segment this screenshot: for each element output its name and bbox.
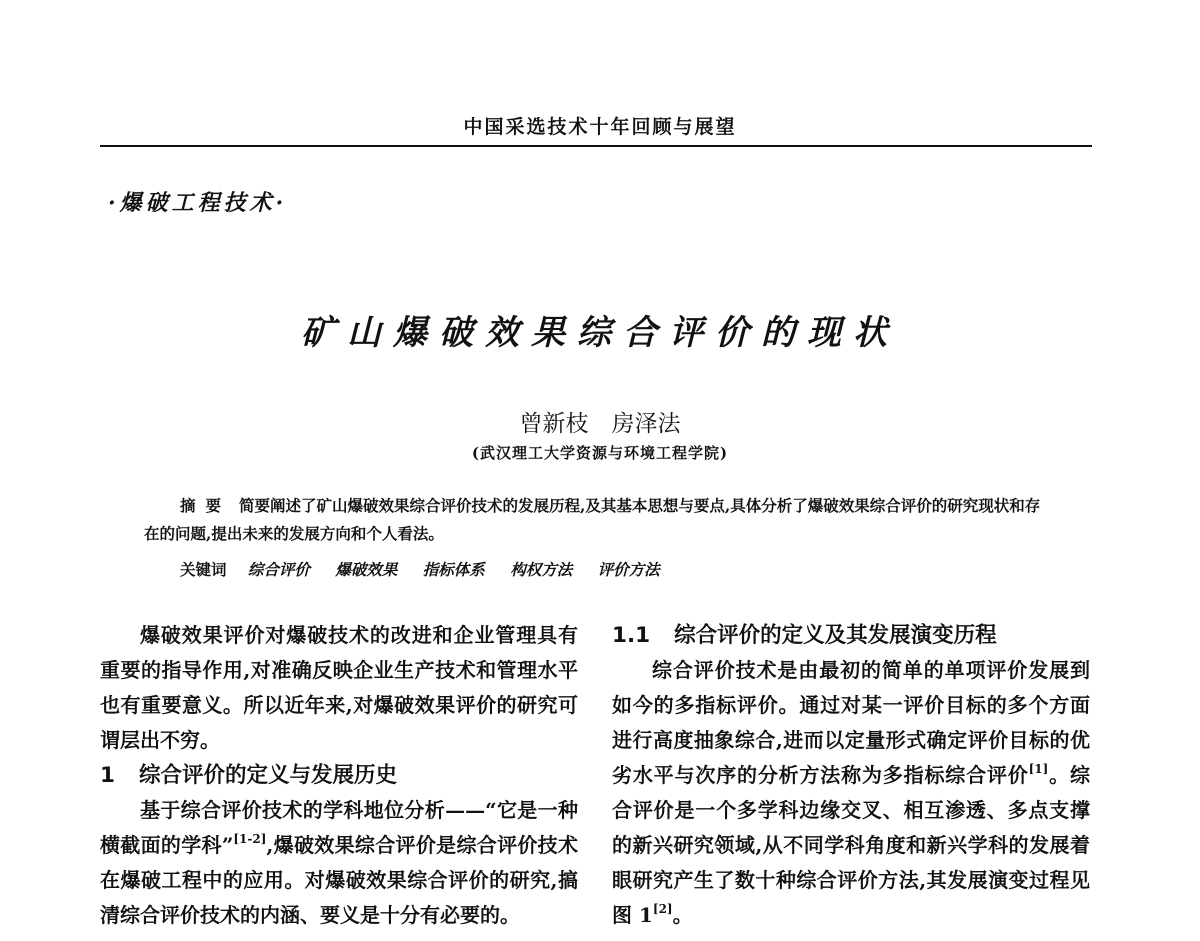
intro-paragraph: 爆破效果评价对爆破技术的改进和企业管理具有重要的指导作用,对准确反映企业生产技术和管理水平也有重要意义。所以近年来,对爆破效果评价的研究可谓层出不穷。 bbox=[100, 623, 578, 752]
keyword-item: 指标体系 bbox=[422, 560, 485, 579]
affiliation: (武汉理工大学资源与环境工程学院) bbox=[471, 444, 729, 462]
keyword-item: 综合评价 bbox=[247, 560, 310, 579]
abstract bbox=[144, 492, 1044, 548]
section-1-heading bbox=[100, 758, 578, 793]
citation-ref: [1-2] bbox=[233, 832, 267, 846]
keywords bbox=[180, 558, 680, 580]
section-1-number: 1 bbox=[100, 763, 115, 788]
section-tag: ·爆破工程技术· bbox=[108, 190, 288, 216]
section-1-1-heading bbox=[612, 618, 1090, 653]
right-column bbox=[612, 618, 1090, 933]
article-title: 矿山爆破效果综合评价的现状 bbox=[301, 313, 899, 353]
abstract-label: 摘要 bbox=[180, 496, 232, 515]
keyword-item: 评价方法 bbox=[597, 560, 660, 579]
citation-ref: [1] bbox=[1028, 762, 1049, 776]
abstract-text: 简要阐述了矿山爆破效果综合评价技术的发展历程,及其基本思想与要点,具体分析了爆破效果综合评价的研究现状和存在的问题,提出未来的发展方向和个人看法。 bbox=[144, 496, 1041, 543]
section-1-text-part2: ,爆破效果综合评价是综合评价技术在爆破工程中的应用。对爆破效果综合评价的研究,搞清综合评价技术的内涵、要义是十分有必要的。 bbox=[100, 833, 578, 927]
citation-ref: [2] bbox=[652, 902, 673, 916]
section-1-text-part1: 基于综合评价技术的学科地位分析——“它是一种横截面的学科” bbox=[100, 798, 578, 857]
section-1-1-text-part3: 。 bbox=[672, 903, 693, 927]
section-1-1-number: 1.1 bbox=[612, 623, 651, 648]
section-1-paragraph bbox=[100, 793, 578, 933]
keywords-label: 关键词 bbox=[180, 560, 227, 579]
header-rule bbox=[100, 145, 1092, 147]
left-column bbox=[100, 618, 578, 933]
section-1-1-paragraph bbox=[612, 653, 1090, 933]
section-1-1-title: 综合评价的定义及其发展演变历程 bbox=[674, 623, 997, 648]
section-1-title: 综合评价的定义与发展历史 bbox=[138, 763, 397, 788]
keyword-item: 爆破效果 bbox=[335, 560, 398, 579]
running-header: 中国采选技术十年回顾与展望 bbox=[463, 116, 737, 138]
section-1-1-text-part1: 综合评价技术是由最初的简单的单项评价发展到如今的多指标评价。通过对某一评价目标的多个方面进行高度抽象综合,进而以定量形式确定评价目标的优劣水平与次序的分析方法称为多指标综合评价 bbox=[612, 658, 1090, 787]
section-1-1-text-part2: 。综合评价是一个多学科边缘交叉、相互渗透、多点支撑的新兴研究领域,从不同学科角度和新兴学科的发展着眼研究产生了数十种综合评价方法,其发展演变过程见图 1 bbox=[612, 763, 1091, 927]
authors: 曾新枝 房泽法 bbox=[519, 411, 681, 437]
keyword-item: 构权方法 bbox=[510, 560, 573, 579]
